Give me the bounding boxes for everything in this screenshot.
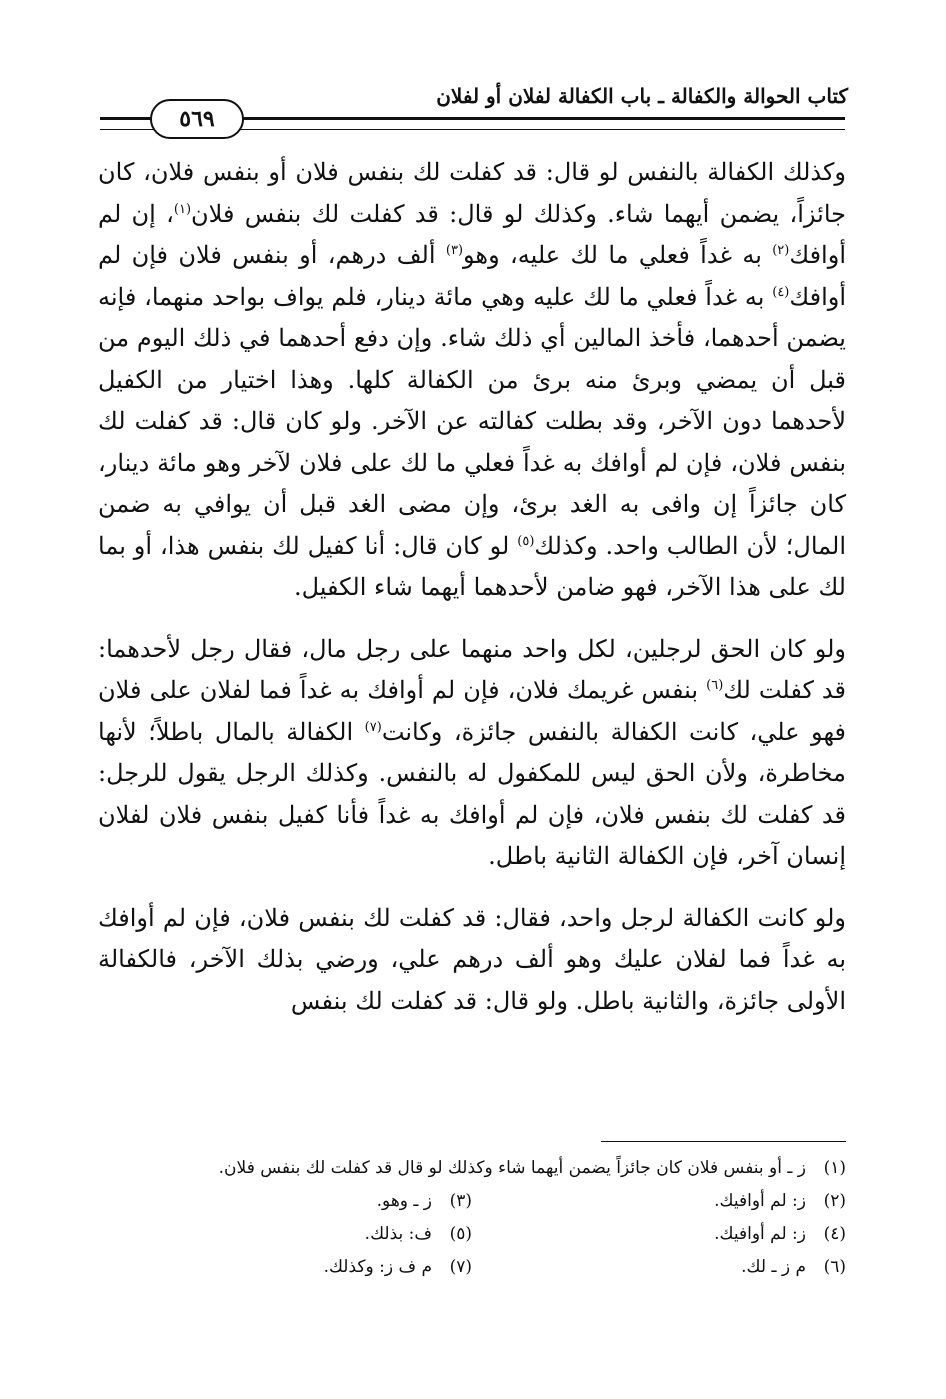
footnote-text: ز ـ وهو.	[376, 1191, 432, 1211]
footnote-text: ز: لم أوافيك.	[714, 1224, 806, 1244]
text-run: ولو كان الحق لرجلين، لكل واحد منهما على رجل مال، فقال رجل لأحدهما: قد كفلت لك	[98, 634, 847, 704]
footnote-text: ف: بذلك.	[364, 1224, 432, 1244]
text-run: به غداً فعلي ما لك عليه، وهو	[463, 241, 773, 269]
footnote-item	[472, 1218, 846, 1251]
footnote-number: (٣)	[449, 1191, 472, 1211]
footnote-number: (٦)	[823, 1257, 846, 1277]
paragraph	[98, 629, 846, 878]
footnote-text: م ف ز: وكذلك.	[323, 1257, 432, 1277]
footnote-ref: (١)	[173, 201, 192, 217]
footnote-separator	[601, 1141, 846, 1142]
footnote-item	[98, 1218, 472, 1251]
text-run: ولو كانت الكفالة لرجل واحد، فقال: قد كفلت لك بنفس فلان، فإن لم أوافك به غداً فما لفلان عليك وهو ألف درهم علي، ورضي بذلك الآخر، فالكفالة الأولى جائزة، والثانية باطل. ولو قال: قد كفلت لك بنفس	[98, 903, 846, 1015]
footnote-number: (٢)	[823, 1191, 846, 1211]
footnote-ref: (٢)	[772, 243, 790, 258]
footnote-number: (٤)	[823, 1224, 846, 1244]
text-run: لو كان قال: أنا كفيل لك بنفس هذا، أو بما لك على هذا الآخر، فهو ضامن لأحدهما أيهما شاء الكفيل.	[98, 531, 846, 601]
footnote-ref: (٦)	[706, 678, 724, 693]
text-run: الكفالة بالمال باطلاً؛ لأنها مخاطرة، ولأن الحق ليس للمكفول له بالنفس. وكذلك الرجل يقول للرجل: قد كفلت لك بنفس فلان، فإن لم أوافك به غداً فأنا كفيل بنفس فلان لفلان إنسان آخر، فإن الكفالة الثانية باطل.	[98, 717, 846, 870]
footnote-item	[98, 1251, 472, 1284]
footnote-number: (٧)	[449, 1257, 472, 1277]
text-run: وكذلك الكفالة بالنفس لو قال: قد كفلت لك بنفس فلان أو بنفس فلان، كان جائزاً، يضمن أيهما شاء. وكذلك لو قال: قد كفلت لك بنفس فلان	[98, 158, 846, 228]
footnote-text: م ز ـ لك.	[741, 1257, 806, 1277]
footnote-item	[472, 1251, 846, 1284]
text-run: بنفس غريمك فلان، فإن لم أوافك به غداً فما لفلان على فلان فهو علي، كانت الكفالة بالنفس جائزة، وكانت	[98, 676, 846, 746]
footnote-ref: (٧)	[364, 719, 382, 735]
footnotes	[98, 1152, 846, 1284]
text-run: ألف درهم، أو بنفس فلان فإن لم أوافك	[98, 241, 846, 311]
body-text	[98, 152, 846, 1022]
footnote-ref: (٥)	[517, 533, 535, 549]
footnote-text: ز ـ أو بنفس فلان كان جائزاً يضمن أيهما شاء وكذلك لو قال قد كفلت لك بنفس فلان.	[218, 1158, 806, 1178]
text-run: به غداً فعلي ما لك عليه وهي مائة دينار، فلم يواف بواحد منهما، فإنه يضمن أحدهما، فأخذ المالين أي ذلك شاء. وإن دفع أحدهما في ذلك اليوم من قبل أن يمضي وبرئ منه برئ من الكفالة كلها. وهذا اختيار من الكفيل لأحدهما دون الآخر، وقد بطلت كفالته عن الآخر. ولو كان قال: قد كفلت لك بنفس فلان، فإن لم أوافك به غداً فعلي ما لك على فلان لآخر وهو مائة دينار، كان جائزاً إن وافى به الغد برئ، وإن مضى الغد قبل أن يوافي به ضمن المال؛ لأن الطالب واحد. وكذلك	[98, 282, 846, 560]
footnote-text: ز: لم أوافيك.	[714, 1191, 806, 1211]
page-number: ٥٦٩	[150, 99, 244, 139]
footnote-ref: (٣)	[445, 243, 464, 258]
footnote-item	[472, 1185, 846, 1218]
footnote-item	[98, 1152, 846, 1185]
running-title: كتاب الحوالة والكفالة ـ باب الكفالة لفلان أو لفلان	[436, 84, 848, 108]
footnote-item	[98, 1185, 472, 1218]
paragraph	[98, 152, 846, 609]
text-run: ، إن لم أوافك	[98, 199, 846, 269]
paragraph	[98, 898, 846, 1023]
footnote-grid	[98, 1185, 846, 1284]
footnote-number: (٥)	[449, 1224, 472, 1244]
footnote-number: (١)	[823, 1158, 846, 1178]
footnote-ref: (٤)	[772, 284, 790, 300]
